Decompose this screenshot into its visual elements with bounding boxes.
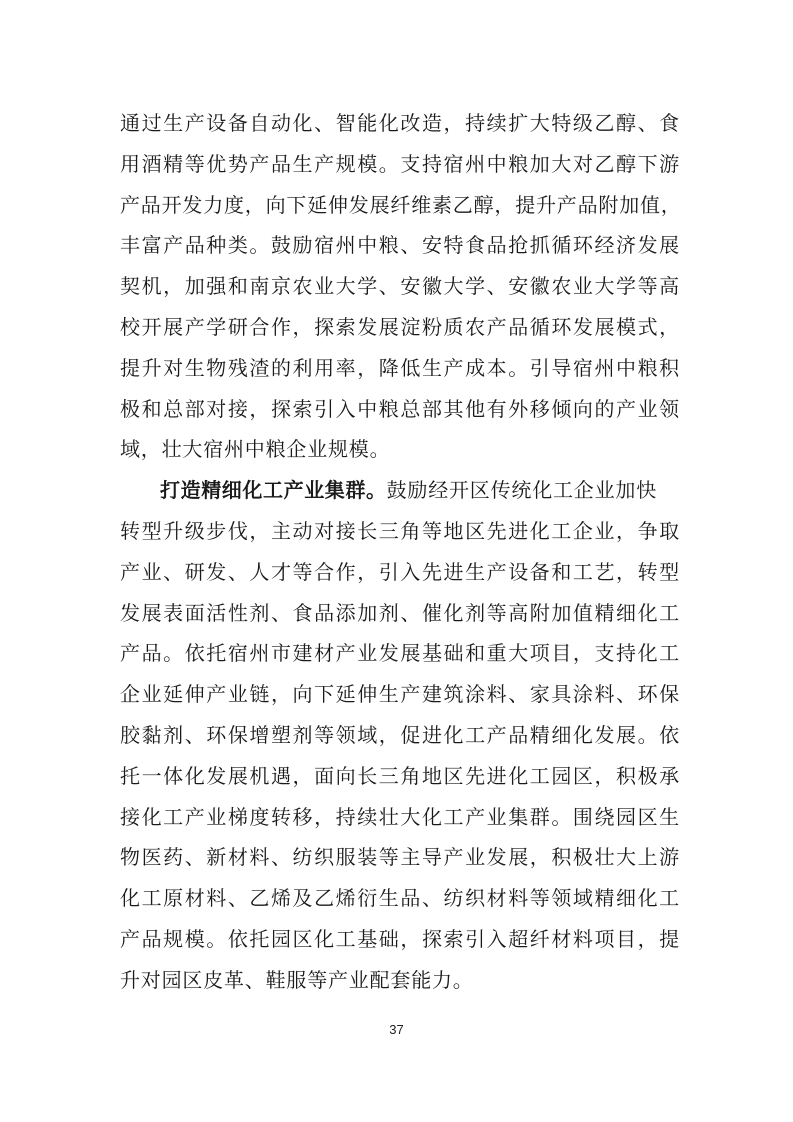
text-line: 升对园区皮革、鞋服等产业配套能力。 — [120, 967, 474, 992]
text-line: 提升对生物残渣的利用率，降低生产成本。引导宿州中粮积 — [120, 355, 680, 380]
text-line: 产品规模。依托园区化工基础，探索引入超纤材料项目，提 — [120, 926, 680, 951]
text-line: 化工原材料、乙烯及乙烯衍生品、纺织材料等领域精细化工 — [120, 886, 680, 911]
text-line: 产品开发力度，向下延伸发展纤维素乙醇，提升产品附加值， — [120, 192, 682, 217]
text-line: 企业延伸产业链，向下延伸生产建筑涂料、家具涂料、环保 — [120, 682, 680, 707]
text-line: 极和总部对接，探索引入中粮总部其他有外移倾向的产业领 — [120, 396, 680, 421]
text-line: 产业、研发、人才等合作，引入先进生产设备和工艺，转型 — [120, 559, 680, 584]
paragraph-2 — [120, 470, 680, 1000]
text-line: 丰富产品种类。鼓励宿州中粮、安特食品抢抓循环经济发展 — [120, 233, 680, 258]
text-line: 域，壮大宿州中粮企业规模。 — [120, 437, 391, 462]
text-line-first — [120, 470, 680, 511]
text-line: 物医药、新材料、纺织服装等主导产业发展，积极壮大上游 — [120, 845, 680, 870]
text-line: 产品。依托宿州市建材产业发展基础和重大项目，支持化工 — [120, 641, 680, 666]
page-number: 37 — [389, 1022, 404, 1037]
text-line: 通过生产设备自动化、智能化改造，持续扩大特级乙醇、食 — [120, 111, 680, 135]
text-line: 转型升级步伐，主动对接长三角等地区先进化工企业，争取 — [120, 518, 680, 543]
text-line: 发展表面活性剂、食品添加剂、催化剂等高附加值精细化工 — [120, 600, 680, 625]
text-line: 胶黏剂、环保增塑剂等领域，促进化工产品精细化发展。依 — [120, 722, 680, 747]
text-line: 契机，加强和南京农业大学、安徽大学、安徽农业大学等高 — [120, 274, 680, 299]
text-line: 用酒精等优势产品生产规模。支持宿州中粮加大对乙醇下游 — [120, 151, 680, 176]
text-line: 校开展产学研合作，探索发展淀粉质农产品循环发展模式， — [120, 314, 680, 339]
text-line: 接化工产业梯度转移，持续壮大化工产业集群。围绕园区生 — [120, 804, 680, 829]
section-heading: 打造精细化工产业集群。 — [160, 478, 387, 503]
text-line: 托一体化发展机遇，面向长三角地区先进化工园区，积极承 — [120, 763, 680, 788]
body-text — [120, 103, 680, 1001]
paragraph-1 — [120, 103, 680, 470]
text-span: 鼓励经开区传统化工企业加快 — [386, 478, 658, 503]
